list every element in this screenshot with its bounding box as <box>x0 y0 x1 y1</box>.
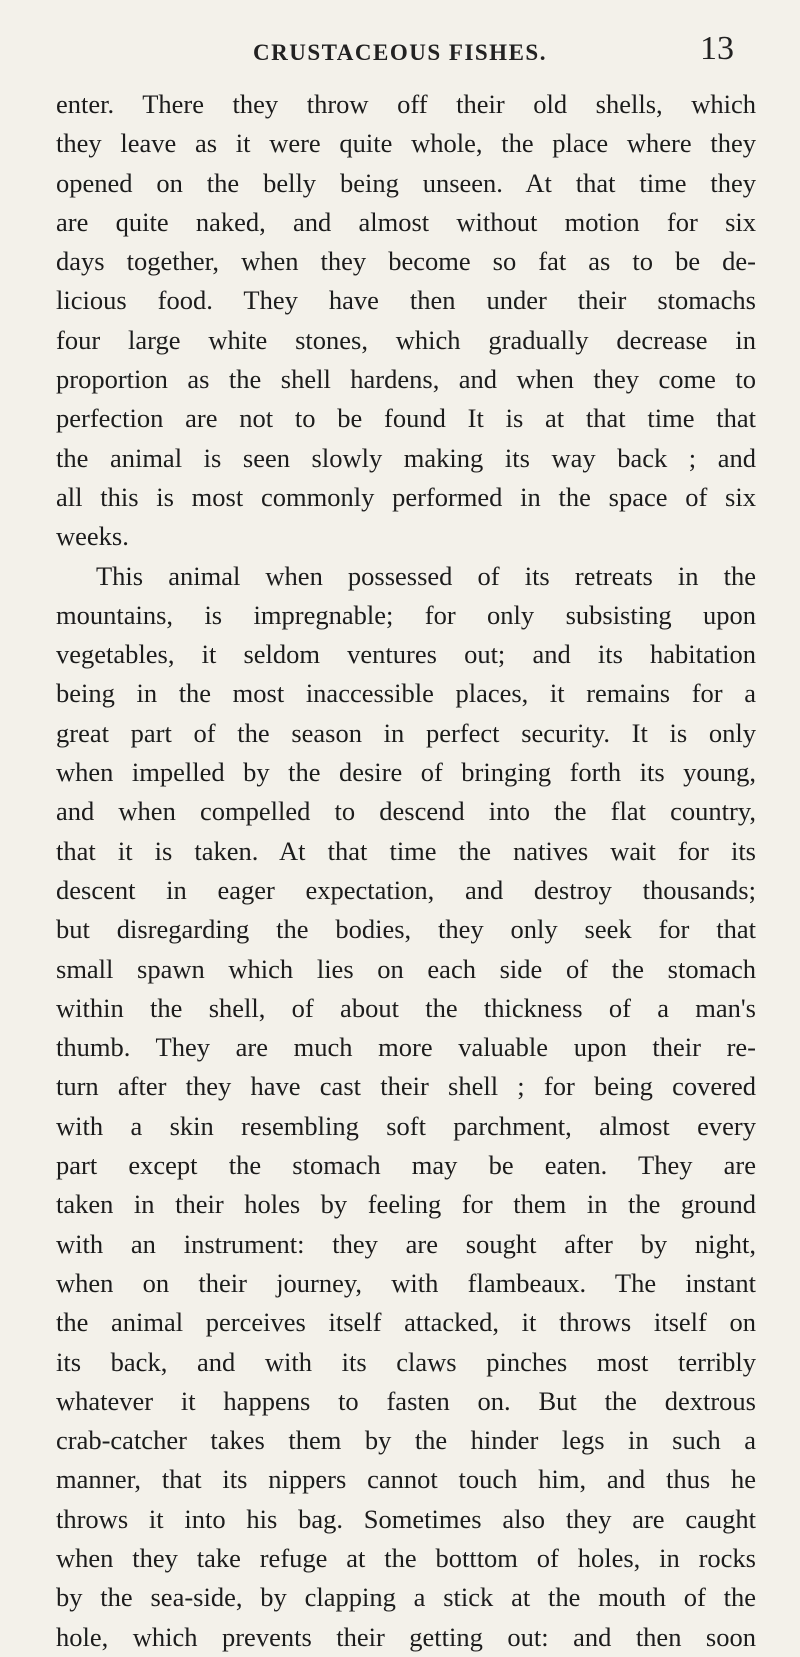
text-line: taken in their holes by feeling for them in the ground <box>56 1189 756 1220</box>
text-line: when they take refuge at the botttom of holes, in rocks <box>56 1542 756 1573</box>
text-line: whatever it happens to fasten on. But the dextrous <box>56 1385 756 1416</box>
text-line: perfection are not to be found It is at that time that <box>56 403 756 434</box>
text-line: great part of the season in perfect security. It is only <box>56 717 756 748</box>
text-line: four large white stones, which gradually decrease in <box>56 324 756 355</box>
text-line: crab-catcher takes them by the hinder legs in such a <box>56 1425 756 1456</box>
text-line: being in the most inaccessible places, it remains for a <box>56 678 756 709</box>
body-text <box>56 85 756 1657</box>
text-line: throws it into his bag. Sometimes also they are caught <box>56 1503 756 1534</box>
text-line: the animal perceives itself attacked, it throws itself on <box>56 1307 756 1338</box>
text-line: all this is most commonly performed in the space of six <box>56 481 756 512</box>
text-line: they leave as it were quite whole, the place where they <box>56 128 756 159</box>
text-line: that it is taken. At that time the natives wait for its <box>56 835 756 866</box>
text-line: hole, which prevents their getting out: and then soon <box>56 1621 756 1652</box>
text-line: its back, and with its claws pinches most terribly <box>56 1346 756 1377</box>
text-line: opened on the belly being unseen. At that time they <box>56 167 756 198</box>
text-line: and when compelled to descend into the flat country, <box>56 796 756 827</box>
text-line: days together, when they become so fat as to be de- <box>56 246 756 277</box>
text-line: with a skin resembling soft parchment, almost every <box>56 1110 756 1141</box>
text-line: enter. There they throw off their old shells, which <box>56 89 756 119</box>
text-line: when on their journey, with flambeaux. The instant <box>56 1267 756 1298</box>
text-line: turn after they have cast their shell ; for being covered <box>56 1071 756 1102</box>
text-line: thumb. They are much more valuable upon their re- <box>56 1032 756 1063</box>
text-line: when impelled by the desire of bringing forth its young, <box>56 757 756 788</box>
text-line: within the shell, of about the thickness of a man's <box>56 992 756 1023</box>
text-line: weeks. <box>56 521 129 552</box>
text-line: proportion as the shell hardens, and when they come to <box>56 364 756 395</box>
text-line: manner, that its nippers cannot touch him, and thus he <box>56 1464 756 1495</box>
text-line: part except the stomach may be eaten. They are <box>56 1150 756 1181</box>
text-line: the animal is seen slowly making its way back ; and <box>56 442 756 473</box>
page-number: 13 <box>700 30 734 67</box>
text-line: with an instrument: they are sought after by night, <box>56 1228 756 1259</box>
text-line: but disregarding the bodies, they only seek for that <box>56 914 756 945</box>
running-title: CRUSTACEOUS FISHES. <box>253 40 547 65</box>
paragraph-start-line: This animal when possessed of its retreats in the <box>96 560 756 591</box>
text-line: are quite naked, and almost without motion for six <box>56 206 756 237</box>
running-head <box>0 30 800 80</box>
text-line: vegetables, it seldom ventures out; and its habitation <box>56 639 756 670</box>
text-line: licious food. They have then under their stomachs <box>56 285 756 316</box>
text-line: descent in eager expectation, and destroy thousands; <box>56 874 756 905</box>
text-line: by the sea-side, by clapping a stick at the mouth of the <box>56 1582 756 1613</box>
text-line: small spawn which lies on each side of the stomach <box>56 953 756 984</box>
text-line: mountains, is impregnable; for only subsisting upon <box>56 599 756 630</box>
